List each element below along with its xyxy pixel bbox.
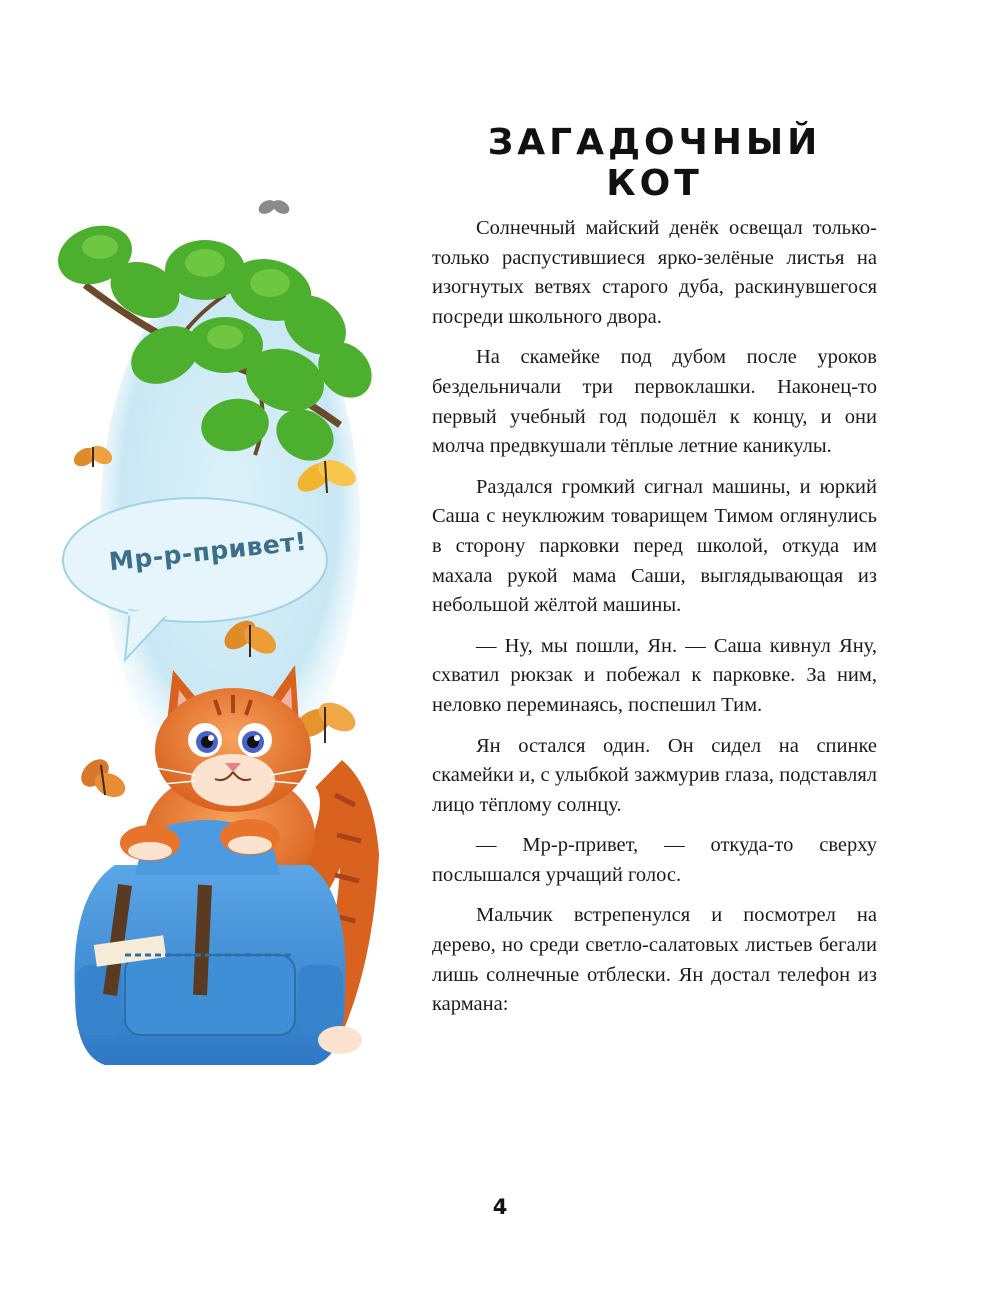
butterfly-icon (76, 754, 129, 802)
butterfly-icon (256, 197, 292, 216)
speech-bubble-text: Мр-р-привет! (107, 526, 309, 577)
chapter-title: ЗАГАДОЧНЫЙ КОТ (487, 122, 822, 204)
paragraph: Ян остался один. Он сидел на спинке скамейки и, с улыбкой зажмурив глаза, подставлял лицо тёплому солнцу. (432, 734, 877, 816)
paragraph: — Ну, мы пошли, Ян. — Саша кивнул Яну, схватил рюкзак и побежал к парковке. За ним, неловко переминаясь, поспешил Тим. (432, 634, 877, 716)
page-number: 4 (492, 1195, 508, 1219)
paragraph: — Мр-р-привет, — откуда-то сверху послышался урчащий голос. (432, 834, 877, 886)
paragraph: Солнечный майский денёк освещал только-только распустившиеся ярко-зелёные листья на изогнутых ветвях старого дуба, раскинувшегося посреди школьного двора. (432, 217, 877, 328)
paragraph: Мальчик встрепенулся и посмотрел на дерево, но среди светло-салатовых листьев бегали лишь солнечные отблески. Ян достал телефон из кармана: (432, 904, 877, 1016)
story-text (432, 214, 877, 1031)
paragraph: Раздался громкий сигнал машины, и юркий Саша с неуклюжим товарищем Тимом оглянулись в сторону парковки перед школой, откуда им махала рукой мама Саши, выглядывающая из небольшой жёлтой машины. (432, 475, 877, 617)
paragraph: На скамейке под дубом после уроков бездельничали три первоклашки. Наконец-то первый учебный год подошёл к концу, и они молча предвкушали тёплые летние каникулы. (432, 346, 877, 458)
cat-illustration (55, 195, 395, 1075)
